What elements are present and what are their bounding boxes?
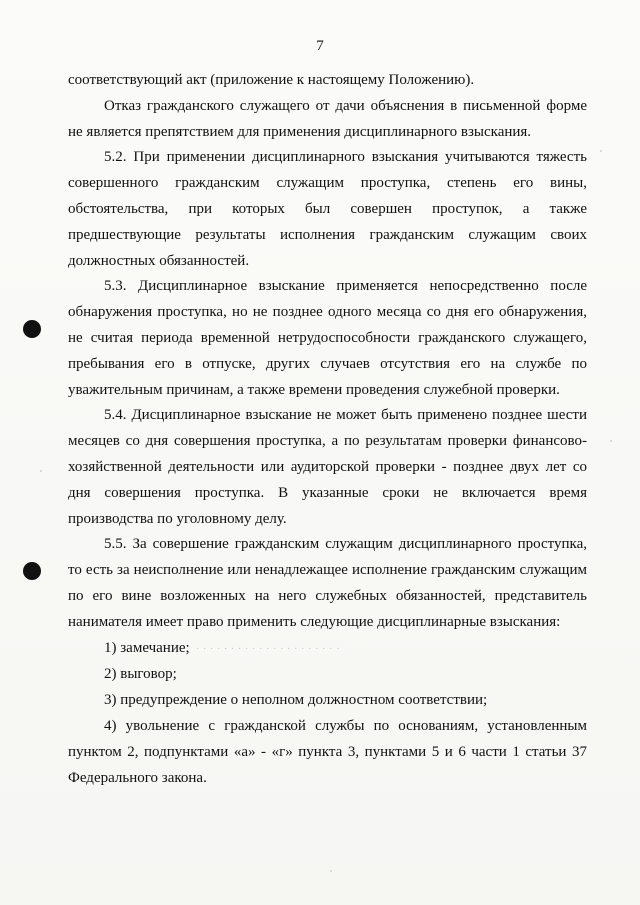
- list-item-dismissal: 4) увольнение с гражданской службы по основаниям, установленным пунктом 2, подпунктами «а» - «г» пункта 3, пунктами 5 и 6 части 1 статьи 37 Федерального закона.: [68, 717, 587, 786]
- list-item-warning: 3) предупреждение о неполном должностном соответствии;: [104, 692, 488, 709]
- scan-speck: [330, 870, 332, 872]
- scan-speck: [600, 150, 602, 152]
- paragraph-5-5: 5.5. За совершение гражданским служащим дисциплинарного проступка, то есть за неисполнение или ненадлежащее исполнение гражданским служащим по его вине возложенных на него служебных обязанностей, представитель нанимателя имеет право применить следующие дисциплинарные взыскания:: [68, 536, 587, 630]
- document-body: [68, 68, 587, 791]
- list-item-reprimand: 2) выговор;: [104, 666, 177, 683]
- paragraph-continuation: соответствующий акт (приложение к настоящему Положению).: [68, 72, 475, 88]
- paragraph-5-2: 5.2. При применении дисциплинарного взыскания учитываются тяжесть совершенного гражданским служащим проступка, степень его вины, обстоятельства, при которых был совершен проступок, а также предшествующие результаты исполнения гражданским служащим своих должностных обязанностей.: [68, 149, 587, 269]
- paragraph-refusal: Отказ гражданского служащего от дачи объяснения в письменной форме не является препятствием для применения дисциплинарного взыскания.: [68, 97, 587, 140]
- bleed-through-text: · · · · · · · · · · · · · · · · · · · · ·: [195, 642, 340, 655]
- list-item-text: 1) замечание;: [104, 639, 190, 656]
- scan-speck: [610, 440, 612, 442]
- scan-speck: [40, 470, 42, 472]
- paragraph-5-3: 5.3. Дисциплинарное взыскание применяется непосредственно после обнаружения проступка, но не позднее одного месяца со дня его обнаружения, не считая периода временной нетрудоспособности гражданского служащего, пребывания его в отпуске, других случаев отсутствия его на службе по уважительным причинам, а также времени проведения служебной проверки.: [68, 278, 587, 398]
- page-number: 7: [316, 38, 324, 54]
- punch-hole-mark: [23, 320, 41, 338]
- punch-hole-mark: [23, 562, 41, 580]
- paragraph-5-4: 5.4. Дисциплинарное взыскание не может быть применено позднее шести месяцев со дня совершения проступка, а по результатам проверки финансово-хозяйственной деятельности или аудиторской проверки - позднее двух лет со дня совершения проступка. В указанные сроки не включается время производства по уголовному делу.: [68, 407, 587, 527]
- list-item-reprimand-remark: [68, 636, 587, 663]
